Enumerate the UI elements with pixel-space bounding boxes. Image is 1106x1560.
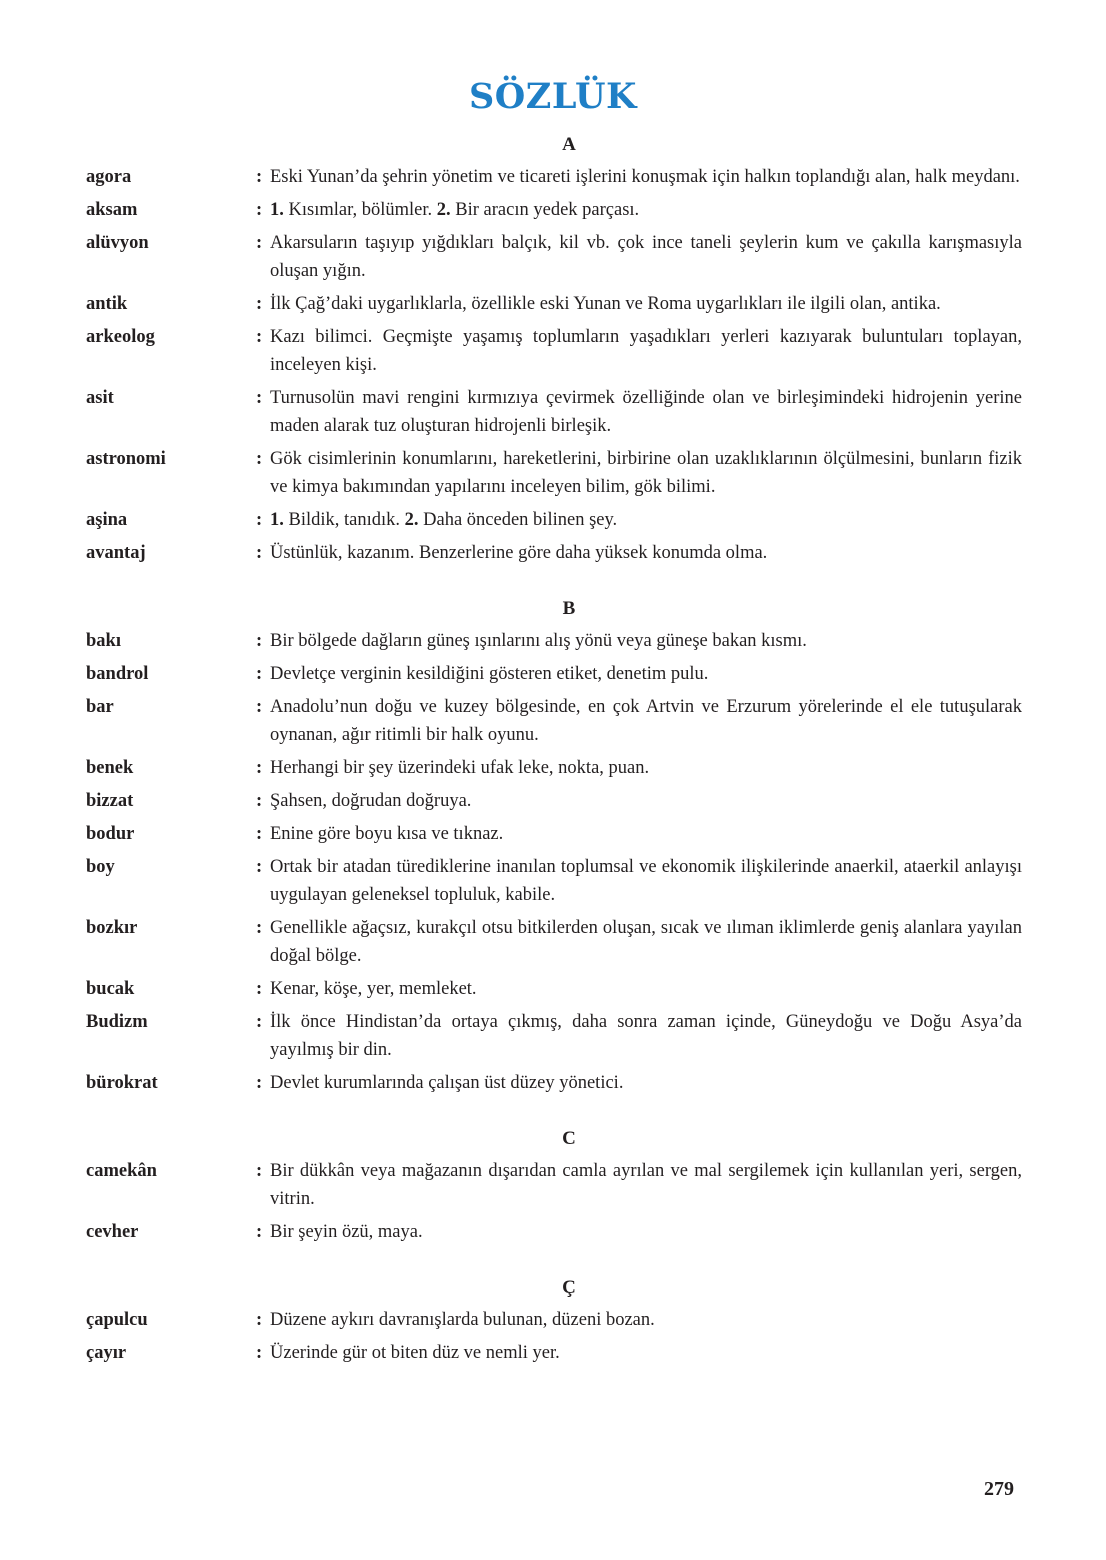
entry-definition [270, 1008, 1022, 1064]
definition-text: Kazı bilimci. Geçmişte yaşamış toplumların yaşadıkları yerleri kazıyarak buluntuları toplayan, inceleyen kişi. [270, 327, 1022, 375]
definition-text: Bir bölgede dağların güneş ışınlarını alış yönü veya güneşe bakan kısmı. [270, 631, 807, 651]
entry-definition [270, 693, 1022, 749]
entry-term: agora [86, 167, 132, 187]
definition-text: Devletçe verginin kesildiğini gösteren etiket, denetim pulu. [270, 664, 709, 684]
entry-term: arkeolog [86, 327, 155, 347]
entry-colon: : [256, 664, 263, 684]
section-letter: C [562, 1128, 576, 1149]
entry-colon: : [256, 510, 263, 530]
entry-term: aşina [86, 510, 128, 530]
entry-colon: : [256, 1310, 263, 1330]
glossary-entry [86, 754, 1022, 782]
glossary-entry [86, 914, 1022, 970]
entry-colon: : [256, 1073, 263, 1093]
glossary-entry [86, 693, 1022, 749]
definition-text: Şahsen, doğrudan doğruya. [270, 791, 472, 811]
sense-number: 2. [404, 510, 419, 530]
section-letter: B [562, 598, 576, 619]
entry-colon: : [256, 758, 263, 778]
definition-text: Anadolu’nun doğu ve kuzey bölgesinde, en çok Artvin ve Erzurum yörelerinde el ele tutuşularak oynanan, ağır ritimli bir halk oyunu. [270, 697, 1022, 745]
entry-colon: : [256, 697, 263, 717]
glossary-entry [86, 975, 1022, 1003]
glossary-section [86, 1276, 1022, 1367]
definition-text: Ortak bir atadan türediklerine inanılan toplumsal ve ekonomik ilişkilerinde anaerkil, ataerkil anlayışı uygulayan geleneksel topluluk, kabile. [270, 857, 1022, 905]
entry-definition [270, 539, 1022, 567]
glossary-entry [86, 506, 1022, 534]
entry-colon: : [256, 388, 263, 408]
entry-colon: : [256, 1343, 263, 1363]
entry-term: bizzat [86, 791, 134, 811]
glossary-entry [86, 539, 1022, 567]
definition-text: Düzene aykırı davranışlarda bulunan, düzeni bozan. [270, 1310, 655, 1330]
entry-colon: : [256, 791, 263, 811]
sense-number: 2. [436, 200, 451, 220]
page-title: SÖZLÜK [469, 76, 637, 117]
entry-term: bandrol [86, 664, 149, 684]
definition-text: Devlet kurumlarında çalışan üst düzey yönetici. [270, 1073, 624, 1093]
entry-definition [270, 914, 1022, 970]
glossary-entry [86, 1157, 1022, 1213]
definition-text: Eski Yunan’da şehrin yönetim ve ticareti işlerini konuşmak için halkın toplandığı alan, halk meydanı. [270, 167, 1020, 187]
definition-text: Üzerinde gür ot biten düz ve nemli yer. [270, 1343, 560, 1363]
entry-definition [270, 1218, 1022, 1246]
entry-colon: : [256, 1012, 263, 1032]
definition-text: İlk Çağ’daki uygarlıklarla, özellikle eski Yunan ve Roma uygarlıkları ile ilgili olan, antika. [270, 294, 941, 314]
entry-term: astronomi [86, 449, 166, 469]
glossary-entry [86, 445, 1022, 501]
glossary-entry [86, 660, 1022, 688]
entry-definition [270, 229, 1022, 285]
entry-definition [270, 975, 1022, 1003]
entry-definition [270, 196, 1022, 224]
definition-text: Bir dükkân veya mağazanın dışarıdan camla ayrılan ve mal sergilemek için kullanılan yeri, sergen, vitrin. [270, 1161, 1022, 1209]
entry-colon: : [256, 631, 263, 651]
glossary-entry [86, 196, 1022, 224]
entry-definition [270, 163, 1022, 191]
entry-definition [270, 820, 1022, 848]
entry-definition [270, 384, 1022, 440]
definition-text: Enine göre boyu kısa ve tıknaz. [270, 824, 504, 844]
entry-term: bozkır [86, 918, 138, 938]
entry-definition [270, 1157, 1022, 1213]
entry-term: aksam [86, 200, 138, 220]
entry-definition [270, 323, 1022, 379]
glossary-section [86, 1127, 1022, 1246]
entry-term: camekân [86, 1161, 157, 1181]
entry-definition [270, 445, 1022, 501]
entry-term: avantaj [86, 543, 146, 563]
glossary-entry [86, 290, 1022, 318]
entry-colon: : [256, 449, 263, 469]
entry-term: çayır [86, 1343, 127, 1363]
section-letter: A [562, 134, 576, 155]
definition-text: Kenar, köşe, yer, memleket. [270, 979, 477, 999]
glossary-entry [86, 1008, 1022, 1064]
entry-definition [270, 627, 1022, 655]
entry-colon: : [256, 327, 263, 347]
entry-definition [270, 754, 1022, 782]
entry-colon: : [256, 918, 263, 938]
definition-text: Herhangi bir şey üzerindeki ufak leke, nokta, puan. [270, 758, 650, 778]
glossary-entry [86, 853, 1022, 909]
glossary-entry [86, 1339, 1022, 1367]
definition-text: Bildik, tanıdık. [283, 510, 405, 530]
glossary-entry [86, 1306, 1022, 1334]
entry-colon: : [256, 200, 263, 220]
page-number: 279 [984, 1478, 1014, 1500]
definition-text: Bir şeyin özü, maya. [270, 1222, 423, 1242]
definition-text: İlk önce Hindistan’da ortaya çıkmış, daha sonra zaman içinde, Güneydoğu ve Doğu Asya’da yayılmış bir din. [270, 1012, 1022, 1060]
glossary-entry [86, 229, 1022, 285]
definition-text: Akarsuların taşıyıp yığdıkları balçık, kil vb. çok ince taneli şeylerin kum ve çakılla karışmasıyla oluşan yığın. [270, 233, 1022, 281]
entry-colon: : [256, 1222, 263, 1242]
entry-definition [270, 1306, 1022, 1334]
definition-text: Üstünlük, kazanım. Benzerlerine göre daha yüksek konumda olma. [270, 543, 768, 563]
entry-term: bürokrat [86, 1073, 158, 1093]
definition-text: Gök cisimlerinin konumlarını, hareketlerini, birbirine olan uzaklıklarının ölçülmesini, bunların fizik ve kimya bakımından yapılarını inceleyen bilim, gök bilimi. [270, 449, 1022, 497]
glossary-section [86, 597, 1022, 1097]
entry-term: antik [86, 294, 128, 314]
entry-colon: : [256, 543, 263, 563]
glossary-entry [86, 1218, 1022, 1246]
sense-number: 1. [270, 510, 284, 530]
entry-definition [270, 660, 1022, 688]
entry-definition [270, 1069, 1022, 1097]
glossary-entry [86, 787, 1022, 815]
entry-colon: : [256, 857, 263, 877]
glossary-body [86, 133, 1022, 1397]
entry-term: asit [86, 388, 114, 408]
entry-term: benek [86, 758, 134, 778]
entry-colon: : [256, 233, 263, 253]
entry-definition [270, 1339, 1022, 1367]
glossary-entry [86, 1069, 1022, 1097]
entry-term: alüvyon [86, 233, 149, 253]
entry-term: Budizm [86, 1012, 148, 1032]
entry-definition [270, 787, 1022, 815]
glossary-section [86, 133, 1022, 567]
entry-term: bakı [86, 631, 121, 651]
entry-colon: : [256, 294, 263, 314]
glossary-entry [86, 323, 1022, 379]
entry-colon: : [256, 167, 263, 187]
definition-text: Genellikle ağaçsız, kurakçıl otsu bitkilerden oluşan, sıcak ve ılıman iklimlerde geniş alanlara yayılan doğal bölge. [270, 918, 1022, 966]
entry-term: cevher [86, 1222, 139, 1242]
sense-number: 1. [270, 200, 284, 220]
entry-definition [270, 290, 1022, 318]
glossary-entry [86, 163, 1022, 191]
entry-term: bodur [86, 824, 135, 844]
entry-term: bucak [86, 979, 135, 999]
entry-colon: : [256, 1161, 263, 1181]
glossary-entry [86, 384, 1022, 440]
entry-colon: : [256, 824, 263, 844]
definition-text: Turnusolün mavi rengini kırmızıya çevirmek özelliğinde olan ve birleşimindeki hidrojenin yerine maden alarak tuz oluşturan hidrojenli birleşik. [270, 388, 1022, 436]
glossary-entry [86, 627, 1022, 655]
definition-text: Daha önceden bilinen şey. [418, 510, 618, 530]
section-letter: Ç [562, 1277, 576, 1298]
entry-colon: : [256, 979, 263, 999]
entry-definition [270, 506, 1022, 534]
definition-text: Kısımlar, bölümler. [283, 200, 437, 220]
entry-term: çapulcu [86, 1310, 148, 1330]
definition-text: Bir aracın yedek parçası. [450, 200, 640, 220]
glossary-entry [86, 820, 1022, 848]
entry-term: boy [86, 857, 115, 877]
entry-term: bar [86, 697, 114, 717]
entry-definition [270, 853, 1022, 909]
